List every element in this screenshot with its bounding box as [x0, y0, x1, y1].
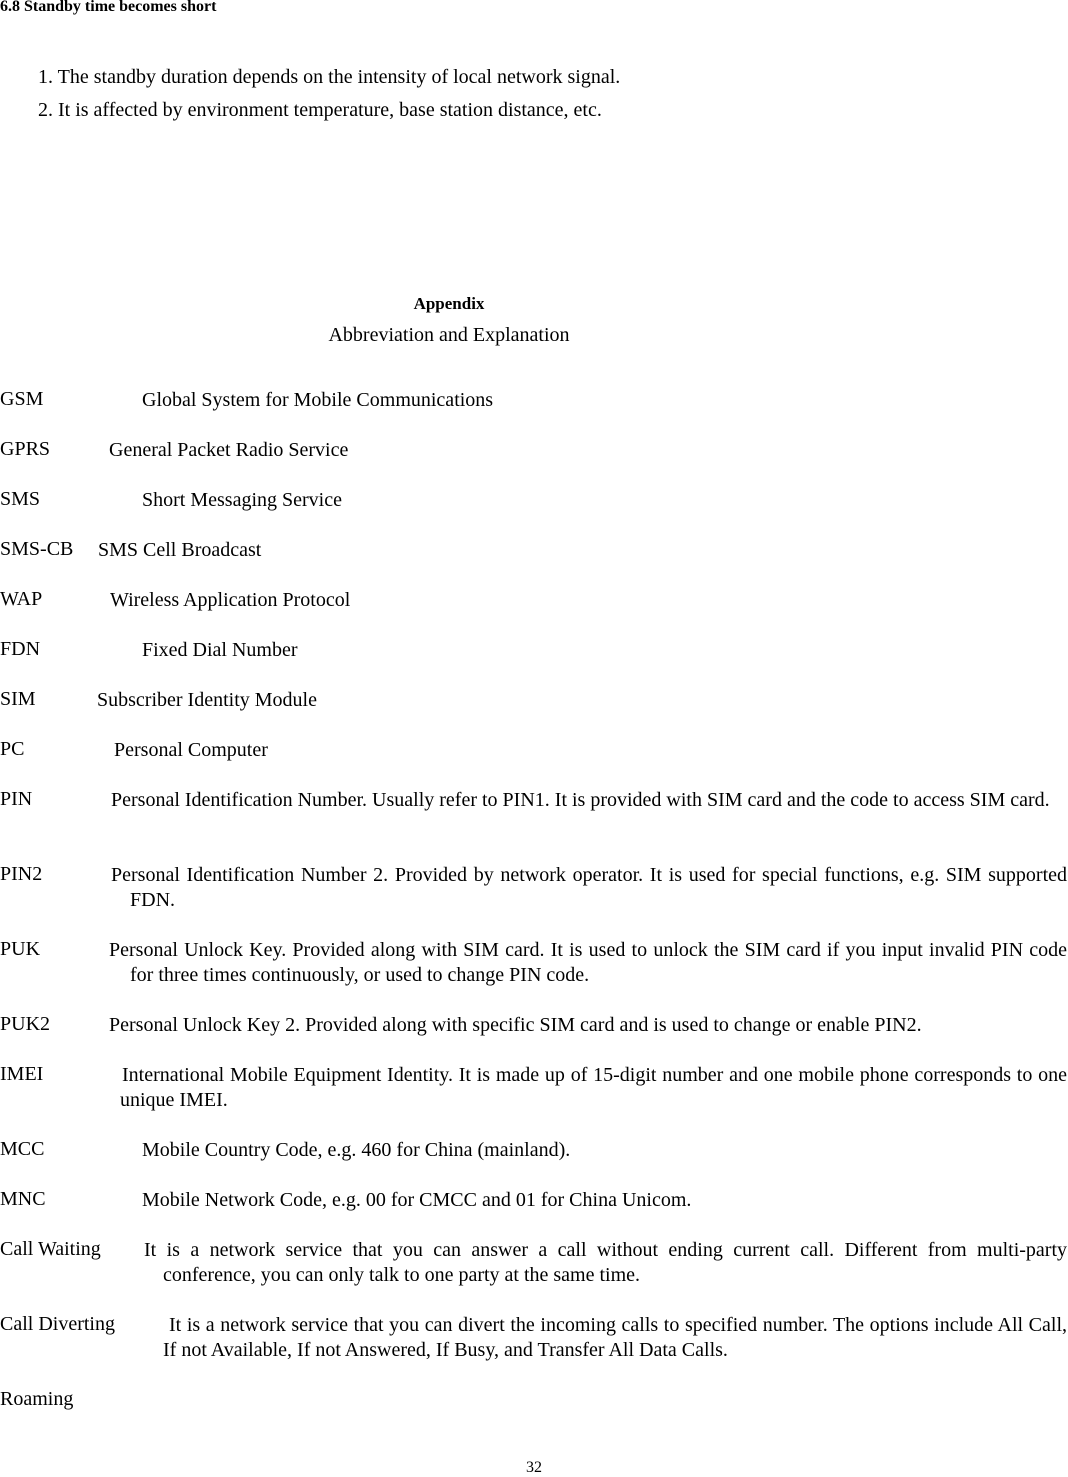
glossary-description: Subscriber Identity Module [97, 689, 317, 711]
glossary-description: Mobile Country Code, e.g. 460 for China (mainland). [142, 1139, 571, 1161]
glossary-description: Personal Unlock Key 2. Provided along with specific SIM card and is used to change or enable PIN2. [109, 1014, 922, 1036]
glossary-description: General Packet Radio Service [109, 439, 349, 461]
glossary-term: SMS [0, 488, 41, 510]
glossary-term: GSM [0, 388, 44, 410]
glossary-term: PIN2 [0, 863, 43, 885]
glossary-term: Call Diverting [0, 1313, 115, 1335]
glossary-term: SMS-CB [0, 538, 74, 560]
section-heading: 6.8 Standby time becomes short [0, 0, 217, 15]
glossary-description: Fixed Dial Number [142, 639, 298, 661]
glossary-description: Personal Computer [114, 739, 268, 761]
appendix-title: Appendix [413, 294, 485, 313]
glossary-term: PUK2 [0, 1013, 51, 1035]
glossary-term: Call Waiting [0, 1238, 101, 1260]
glossary-description: Personal Identification Number 2. Provided by network operator. It is used for special functions, e.g. SIM supported FDN. [111, 864, 1067, 911]
glossary-term: PIN [0, 788, 33, 810]
glossary-description: Mobile Network Code, e.g. 00 for CMCC and 01 for China Unicom. [142, 1189, 692, 1211]
glossary-term: MCC [0, 1138, 45, 1160]
page-number: 32 [526, 1459, 542, 1476]
appendix-subtitle: Abbreviation and Explanation [328, 324, 570, 346]
glossary-term: SIM [0, 688, 36, 710]
glossary-term: PC [0, 738, 25, 760]
glossary-term: FDN [0, 638, 41, 660]
glossary-description: Short Messaging Service [142, 489, 342, 511]
glossary-description: Wireless Application Protocol [110, 589, 351, 611]
glossary-term: WAP [0, 588, 43, 610]
glossary-term: IMEI [0, 1063, 44, 1085]
standby-point-1: 1. The standby duration depends on the intensity of local network signal. [38, 66, 621, 88]
glossary-term: GPRS [0, 438, 51, 460]
glossary-term: PUK [0, 938, 41, 960]
glossary-term: MNC [0, 1188, 46, 1210]
glossary-term: Roaming [0, 1388, 74, 1410]
glossary-description: Global System for Mobile Communications [142, 389, 494, 411]
glossary-description: It is a network service that you can answer a call without ending current call. Different from multi-party conference, you can only talk to one party at the same time. [144, 1239, 1067, 1286]
glossary-description: International Mobile Equipment Identity. It is made up of 15-digit number and one mobile phone corresponds to one unique IMEI. [120, 1064, 1067, 1111]
glossary-description: It is a network service that you can divert the incoming calls to specified number. The options include All Call, If not Available, If not Answered, If Busy, and Transfer All Data Calls. [163, 1314, 1067, 1361]
glossary-description: Personal Identification Number. Usually refer to PIN1. It is provided with SIM card and the code to access SIM card. [111, 789, 1050, 811]
standby-point-2: 2. It is affected by environment temperature, base station distance, etc. [38, 99, 602, 121]
glossary-description: SMS Cell Broadcast [98, 539, 262, 561]
glossary-description: Personal Unlock Key. Provided along with SIM card. It is used to unlock the SIM card if you input invalid PIN code for three times continuously, or used to change PIN code. [109, 939, 1067, 986]
